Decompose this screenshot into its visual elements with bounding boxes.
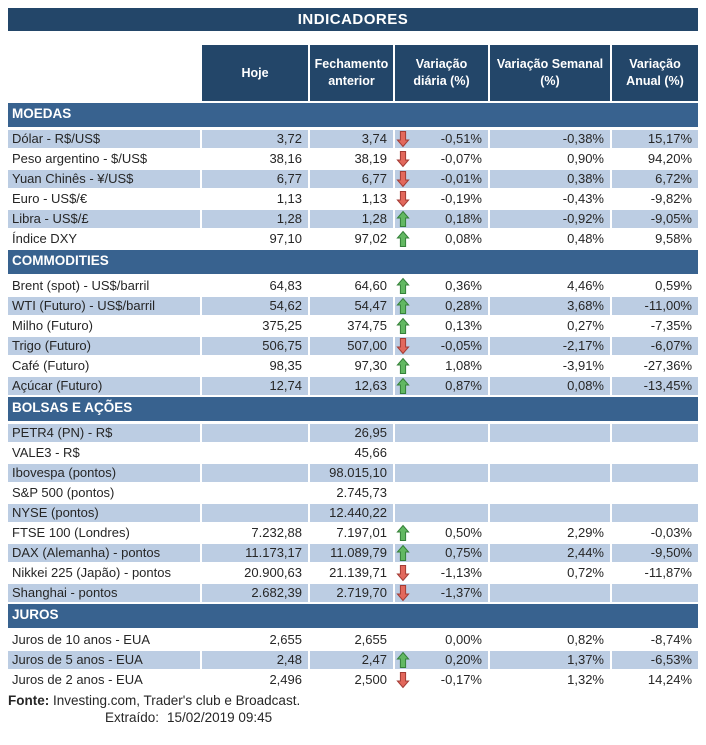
down-arrow-icon — [396, 671, 410, 689]
column-header-fechamento: Fechamento anterior — [310, 45, 393, 101]
fechamento-anterior-value: 3,74 — [310, 130, 393, 148]
variacao-semanal-value: -0,38% — [490, 130, 610, 148]
row-label: Libra - US$/£ — [8, 210, 200, 228]
variacao-semanal-value — [490, 464, 610, 482]
hoje-value: 6,77 — [202, 170, 308, 188]
down-arrow-icon — [396, 150, 410, 168]
row-label: Dólar - R$/US$ — [8, 130, 200, 148]
fechamento-anterior-value: 507,00 — [310, 337, 393, 355]
variacao-diaria-value: 0,20% — [395, 651, 488, 669]
table-row — [8, 317, 698, 335]
variacao-semanal-value — [490, 504, 610, 522]
fechamento-anterior-value: 2,500 — [310, 671, 393, 689]
up-arrow-icon — [396, 377, 410, 395]
variacao-anual-value: 14,24% — [612, 671, 698, 689]
variacao-anual-value: -9,82% — [612, 190, 698, 208]
variacao-semanal-value: 2,44% — [490, 544, 610, 562]
variacao-diaria-value: 1,08% — [395, 357, 488, 375]
row-label: Trigo (Futuro) — [8, 337, 200, 355]
fechamento-anterior-value: 2.719,70 — [310, 584, 393, 602]
variacao-semanal-value: 4,46% — [490, 277, 610, 295]
up-arrow-icon — [396, 544, 410, 562]
fechamento-anterior-value: 97,02 — [310, 230, 393, 248]
variacao-diaria-value: 0,36% — [395, 277, 488, 295]
variacao-anual-value: 6,72% — [612, 170, 698, 188]
table-row — [8, 297, 698, 315]
table-row — [8, 190, 698, 208]
fechamento-anterior-value: 374,75 — [310, 317, 393, 335]
fechamento-anterior-value: 1,13 — [310, 190, 393, 208]
column-header-variacao-semanal: Variação Semanal (%) — [490, 45, 610, 101]
row-label: Peso argentino - $/US$ — [8, 150, 200, 168]
column-header-empty — [8, 45, 200, 101]
variacao-diaria-value — [395, 504, 488, 522]
table-row — [8, 671, 698, 689]
variacao-semanal-value: -0,43% — [490, 190, 610, 208]
table-row — [8, 651, 698, 669]
up-arrow-icon — [396, 651, 410, 669]
variacao-anual-value: -11,87% — [612, 564, 698, 582]
hoje-value: 54,62 — [202, 297, 308, 315]
up-arrow-icon — [396, 230, 410, 248]
table-row — [8, 210, 698, 228]
variacao-diaria-value: -0,05% — [395, 337, 488, 355]
title-spacer — [8, 31, 698, 45]
row-label: Milho (Futuro) — [8, 317, 200, 335]
column-header-row — [8, 45, 698, 101]
variacao-semanal-value: 3,68% — [490, 297, 610, 315]
fechamento-anterior-value: 2,47 — [310, 651, 393, 669]
variacao-diaria-value — [395, 444, 488, 462]
up-arrow-icon — [396, 524, 410, 542]
variacao-anual-value: -27,36% — [612, 357, 698, 375]
variacao-diaria-value — [395, 424, 488, 442]
source-label: Fonte: — [8, 693, 50, 708]
variacao-anual-value: -6,07% — [612, 337, 698, 355]
row-label: S&P 500 (pontos) — [8, 484, 200, 502]
extracted-timestamp: 15/02/2019 09:45 — [167, 710, 273, 725]
hoje-value — [202, 424, 308, 442]
row-label: Açúcar (Futuro) — [8, 377, 200, 395]
table-row — [8, 464, 698, 482]
row-label: Nikkei 225 (Japão) - pontos — [8, 564, 200, 582]
table-row — [8, 631, 698, 649]
variacao-anual-value — [612, 504, 698, 522]
variacao-anual-value — [612, 424, 698, 442]
hoje-value: 2,496 — [202, 671, 308, 689]
column-header-variacao-diaria: Variação diária (%) — [395, 45, 488, 101]
hoje-value — [202, 484, 308, 502]
variacao-semanal-value: -3,91% — [490, 357, 610, 375]
variacao-anual-value: -0,03% — [612, 524, 698, 542]
extracted-line — [8, 709, 698, 726]
variacao-diaria-value: 0,00% — [395, 631, 488, 649]
hoje-value: 64,83 — [202, 277, 308, 295]
row-label: Juros de 10 anos - EUA — [8, 631, 200, 649]
variacao-diaria-value: -1,13% — [395, 564, 488, 582]
hoje-value — [202, 444, 308, 462]
down-arrow-icon — [396, 170, 410, 188]
up-arrow-icon — [396, 317, 410, 335]
variacao-semanal-value — [490, 584, 610, 602]
fechamento-anterior-value: 11.089,79 — [310, 544, 393, 562]
variacao-anual-value: -8,74% — [612, 631, 698, 649]
variacao-anual-value: -9,05% — [612, 210, 698, 228]
hoje-value: 1,13 — [202, 190, 308, 208]
hoje-value: 375,25 — [202, 317, 308, 335]
variacao-semanal-value: -2,17% — [490, 337, 610, 355]
down-arrow-icon — [396, 190, 410, 208]
page-title: INDICADORES — [8, 8, 698, 31]
hoje-value: 98,35 — [202, 357, 308, 375]
source-line — [8, 692, 698, 709]
up-arrow-icon — [396, 277, 410, 295]
variacao-semanal-value: 0,90% — [490, 150, 610, 168]
variacao-diaria-value: -1,37% — [395, 584, 488, 602]
up-arrow-icon — [396, 210, 410, 228]
source-text: Investing.com, Trader's club e Broadcast. — [49, 693, 301, 708]
hoje-value: 506,75 — [202, 337, 308, 355]
table-row — [8, 564, 698, 582]
variacao-semanal-value: 1,37% — [490, 651, 610, 669]
row-label: Yuan Chinês - ¥/US$ — [8, 170, 200, 188]
down-arrow-icon — [396, 584, 410, 602]
up-arrow-icon — [396, 357, 410, 375]
variacao-diaria-value: -0,01% — [395, 170, 488, 188]
table-row — [8, 337, 698, 355]
variacao-diaria-value: -0,07% — [395, 150, 488, 168]
variacao-diaria-value — [395, 484, 488, 502]
fechamento-anterior-value: 38,19 — [310, 150, 393, 168]
variacao-anual-value — [612, 584, 698, 602]
variacao-semanal-value: 1,32% — [490, 671, 610, 689]
variacao-anual-value: -13,45% — [612, 377, 698, 395]
fechamento-anterior-value: 7.197,01 — [310, 524, 393, 542]
hoje-value: 1,28 — [202, 210, 308, 228]
fechamento-anterior-value: 21.139,71 — [310, 564, 393, 582]
extracted-label: Extraído: — [105, 710, 160, 725]
variacao-diaria-value — [395, 464, 488, 482]
section-header-bolsas-e-a-es: BOLSAS E AÇÕES — [8, 397, 698, 421]
hoje-value: 7.232,88 — [202, 524, 308, 542]
fechamento-anterior-value: 26,95 — [310, 424, 393, 442]
hoje-value — [202, 464, 308, 482]
table-row — [8, 484, 698, 502]
table-row — [8, 357, 698, 375]
row-label: PETR4 (PN) - R$ — [8, 424, 200, 442]
table-row — [8, 150, 698, 168]
variacao-semanal-value: 0,38% — [490, 170, 610, 188]
variacao-semanal-value: 0,82% — [490, 631, 610, 649]
table-row — [8, 277, 698, 295]
variacao-anual-value: 0,59% — [612, 277, 698, 295]
variacao-anual-value: -7,35% — [612, 317, 698, 335]
row-label: Brent (spot) - US$/barril — [8, 277, 200, 295]
section-header-commodities: COMMODITIES — [8, 250, 698, 274]
fechamento-anterior-value: 12,63 — [310, 377, 393, 395]
row-label: NYSE (pontos) — [8, 504, 200, 522]
variacao-anual-value: -6,53% — [612, 651, 698, 669]
hoje-value: 20.900,63 — [202, 564, 308, 582]
table-row — [8, 544, 698, 562]
fechamento-anterior-value: 98.015,10 — [310, 464, 393, 482]
variacao-anual-value: 15,17% — [612, 130, 698, 148]
variacao-anual-value: -11,00% — [612, 297, 698, 315]
variacao-diaria-value: 0,18% — [395, 210, 488, 228]
variacao-anual-value — [612, 464, 698, 482]
row-label: FTSE 100 (Londres) — [8, 524, 200, 542]
variacao-diaria-value: 0,87% — [395, 377, 488, 395]
row-label: Euro - US$/€ — [8, 190, 200, 208]
fechamento-anterior-value: 97,30 — [310, 357, 393, 375]
row-label: WTI (Futuro) - US$/barril — [8, 297, 200, 315]
row-label: DAX (Alemanha) - pontos — [8, 544, 200, 562]
footer — [8, 692, 698, 726]
table-row — [8, 130, 698, 148]
variacao-diaria-value: 0,13% — [395, 317, 488, 335]
variacao-semanal-value — [490, 484, 610, 502]
hoje-value: 2.682,39 — [202, 584, 308, 602]
variacao-anual-value — [612, 484, 698, 502]
variacao-anual-value — [612, 444, 698, 462]
hoje-value: 12,74 — [202, 377, 308, 395]
table-row — [8, 524, 698, 542]
variacao-anual-value: 9,58% — [612, 230, 698, 248]
row-label: Índice DXY — [8, 230, 200, 248]
down-arrow-icon — [396, 130, 410, 148]
table-row — [8, 424, 698, 442]
table-row — [8, 377, 698, 395]
row-label: VALE3 - R$ — [8, 444, 200, 462]
fechamento-anterior-value: 2,655 — [310, 631, 393, 649]
variacao-semanal-value: -0,92% — [490, 210, 610, 228]
section-header-moedas: MOEDAS — [8, 103, 698, 127]
fechamento-anterior-value: 1,28 — [310, 210, 393, 228]
up-arrow-icon — [396, 297, 410, 315]
table-row — [8, 170, 698, 188]
row-label: Juros de 5 anos - EUA — [8, 651, 200, 669]
table-row — [8, 230, 698, 248]
table-row — [8, 584, 698, 602]
hoje-value: 2,48 — [202, 651, 308, 669]
fechamento-anterior-value: 54,47 — [310, 297, 393, 315]
column-header-variacao-anual: Variação Anual (%) — [612, 45, 698, 101]
hoje-value — [202, 504, 308, 522]
table-row — [8, 444, 698, 462]
down-arrow-icon — [396, 564, 410, 582]
variacao-diaria-value: -0,19% — [395, 190, 488, 208]
hoje-value: 11.173,17 — [202, 544, 308, 562]
row-label: Ibovespa (pontos) — [8, 464, 200, 482]
variacao-diaria-value: 0,28% — [395, 297, 488, 315]
down-arrow-icon — [396, 337, 410, 355]
variacao-semanal-value — [490, 424, 610, 442]
hoje-value: 97,10 — [202, 230, 308, 248]
table-row — [8, 504, 698, 522]
hoje-value: 38,16 — [202, 150, 308, 168]
variacao-semanal-value: 0,27% — [490, 317, 610, 335]
fechamento-anterior-value: 6,77 — [310, 170, 393, 188]
row-label: Shanghai - pontos — [8, 584, 200, 602]
variacao-anual-value: -9,50% — [612, 544, 698, 562]
variacao-semanal-value: 0,72% — [490, 564, 610, 582]
variacao-semanal-value: 2,29% — [490, 524, 610, 542]
variacao-semanal-value: 0,08% — [490, 377, 610, 395]
variacao-semanal-value — [490, 444, 610, 462]
fechamento-anterior-value: 45,66 — [310, 444, 393, 462]
fechamento-anterior-value: 2.745,73 — [310, 484, 393, 502]
row-label: Café (Futuro) — [8, 357, 200, 375]
table-body — [8, 103, 698, 689]
variacao-diaria-value: -0,51% — [395, 130, 488, 148]
variacao-anual-value: 94,20% — [612, 150, 698, 168]
variacao-diaria-value: 0,75% — [395, 544, 488, 562]
variacao-diaria-value: 0,50% — [395, 524, 488, 542]
variacao-diaria-value: 0,08% — [395, 230, 488, 248]
variacao-diaria-value: -0,17% — [395, 671, 488, 689]
section-header-juros: JUROS — [8, 604, 698, 628]
fechamento-anterior-value: 12.440,22 — [310, 504, 393, 522]
column-header-hoje: Hoje — [202, 45, 308, 101]
fechamento-anterior-value: 64,60 — [310, 277, 393, 295]
row-label: Juros de 2 anos - EUA — [8, 671, 200, 689]
variacao-semanal-value: 0,48% — [490, 230, 610, 248]
hoje-value: 2,655 — [202, 631, 308, 649]
hoje-value: 3,72 — [202, 130, 308, 148]
